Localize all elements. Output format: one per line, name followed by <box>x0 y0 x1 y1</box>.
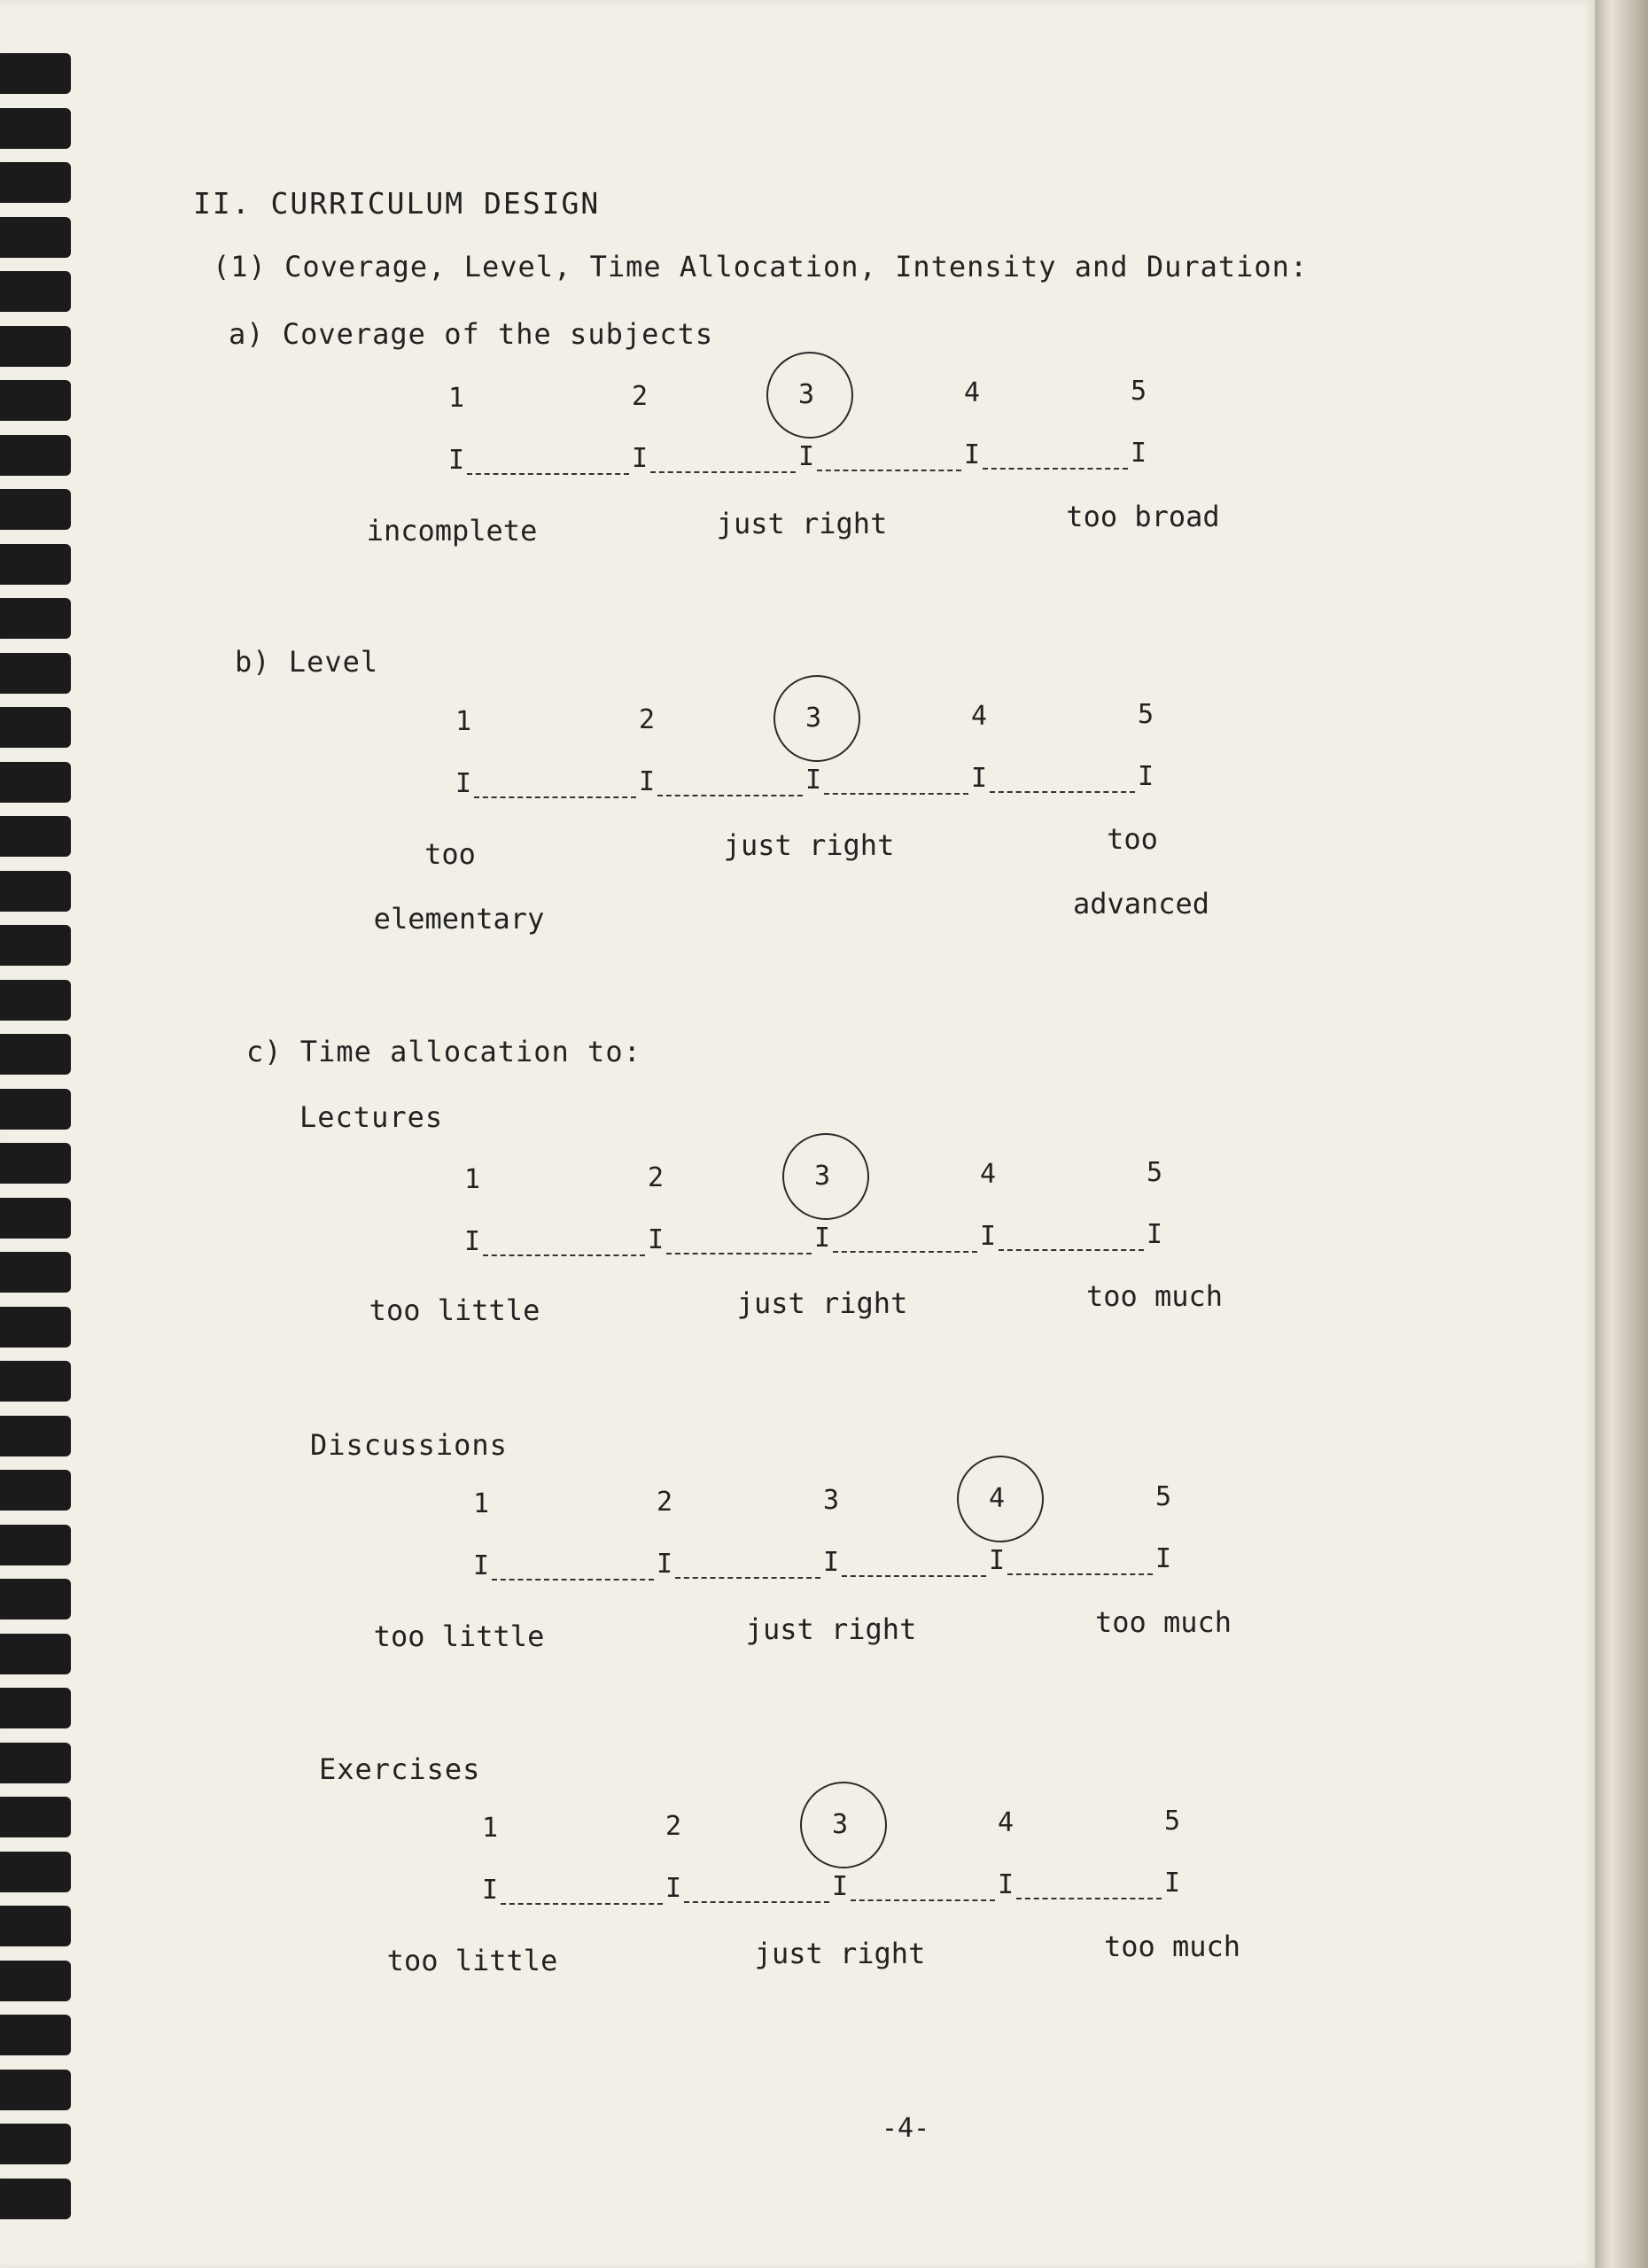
binding-ring <box>0 925 71 966</box>
scale-connector <box>851 1899 995 1901</box>
binding-ring <box>0 1361 71 1402</box>
scale-number-4: 4 <box>970 701 988 732</box>
scale-number-1: 1 <box>481 1813 499 1844</box>
scale-connector <box>824 793 968 795</box>
anchor-mid: just right <box>723 828 895 862</box>
scale-connector <box>675 1577 820 1579</box>
binding-ring <box>0 435 71 476</box>
scale-number-5: 5 <box>1130 376 1147 407</box>
anchor-high: too much <box>1094 1605 1232 1639</box>
selected-rating-circle <box>773 675 860 762</box>
anchor-mid: just right <box>745 1612 917 1646</box>
binding-ring <box>0 1579 71 1619</box>
scale-number-2: 2 <box>638 704 656 735</box>
binding-ring <box>0 217 71 258</box>
scale-tick-3: I <box>797 441 815 472</box>
scale-connector <box>999 1249 1144 1251</box>
scale-tick-5: I <box>1130 438 1147 469</box>
scale-number-5: 5 <box>1154 1481 1172 1512</box>
scale-tick-2: I <box>665 1873 682 1904</box>
item-b-label: b) Level <box>235 645 379 679</box>
scale-number-5: 5 <box>1163 1806 1181 1837</box>
scale-number-3: 3 <box>813 1161 831 1192</box>
scale-tick-4: I <box>997 1869 1014 1900</box>
scale-number-2: 2 <box>631 381 649 412</box>
scale-connector <box>1016 1898 1162 1899</box>
scale-connector <box>483 1254 645 1256</box>
binding-ring <box>0 53 71 94</box>
anchor-mid: just right <box>754 1937 926 1970</box>
page-number: -4- <box>882 2113 930 2144</box>
binding-ring <box>0 1634 71 1674</box>
scale-connector <box>983 468 1128 470</box>
scale-connector <box>842 1575 986 1577</box>
selected-rating-circle <box>782 1133 869 1220</box>
binding-ring <box>0 598 71 639</box>
anchor-high-line1: too <box>1107 822 1158 856</box>
binding-ring <box>0 544 71 585</box>
scale-connector <box>474 796 636 798</box>
binding-ring <box>0 1906 71 1946</box>
scale-number-4: 4 <box>979 1159 997 1190</box>
anchor-low: too little <box>373 1619 545 1653</box>
page-stack-edge <box>1595 0 1648 2268</box>
scale-tick-1: I <box>472 1550 490 1581</box>
anchor-mid: just right <box>716 507 888 540</box>
scale-number-4: 4 <box>988 1483 1006 1514</box>
scale-tick-3: I <box>831 1871 849 1902</box>
scale-tick-2: I <box>647 1224 665 1255</box>
scale-number-3: 3 <box>797 379 815 410</box>
binding-ring <box>0 1034 71 1075</box>
binding-ring <box>0 1198 71 1239</box>
scale-connector <box>657 795 803 796</box>
scale-number-1: 1 <box>463 1164 481 1195</box>
binding-ring <box>0 762 71 803</box>
binding-ring <box>0 871 71 912</box>
scale-tick-5: I <box>1163 1868 1181 1899</box>
scale-number-1: 1 <box>447 383 465 414</box>
scale-tick-5: I <box>1137 761 1154 792</box>
item-c-label: c) Time allocation to: <box>246 1035 641 1068</box>
binding-ring <box>0 1961 71 2001</box>
lectures-label: Lectures <box>299 1100 444 1134</box>
binding-ring <box>0 108 71 149</box>
scale-tick-5: I <box>1146 1219 1163 1250</box>
anchor-mid: just right <box>736 1286 908 1320</box>
scale-number-3: 3 <box>805 703 822 734</box>
exercises-label: Exercises <box>319 1752 481 1786</box>
scale-number-2: 2 <box>647 1162 665 1193</box>
scale-tick-1: I <box>463 1226 481 1257</box>
scale-tick-1: I <box>447 445 465 476</box>
section-title: II. CURRICULUM DESIGN <box>193 186 601 221</box>
scale-connector <box>817 470 961 471</box>
binding-ring <box>0 380 71 421</box>
anchor-high: too much <box>1085 1279 1224 1313</box>
binding-ring <box>0 1743 71 1783</box>
scale-tick-3: I <box>813 1223 831 1254</box>
anchor-high: too broad <box>1066 500 1220 533</box>
scale-connector <box>1007 1573 1153 1575</box>
scale-tick-5: I <box>1154 1543 1172 1574</box>
binding-ring <box>0 1688 71 1728</box>
anchor-high-line2: advanced <box>1072 887 1210 920</box>
binding-ring <box>0 653 71 694</box>
binding-ring <box>0 980 71 1021</box>
selected-rating-circle <box>800 1782 887 1868</box>
scale-connector <box>650 471 796 473</box>
anchor-low: too little <box>369 1293 540 1327</box>
scale-number-2: 2 <box>665 1811 682 1842</box>
binding-ring <box>0 326 71 367</box>
binding-ring <box>0 707 71 748</box>
scale-tick-2: I <box>631 443 649 474</box>
binding-ring <box>0 2179 71 2219</box>
anchor-low: incomplete <box>366 514 538 548</box>
subsection-title: (1) Coverage, Level, Time Allocation, Intensity and Duration: <box>213 250 1309 284</box>
binding-ring <box>0 1416 71 1456</box>
scale-number-1: 1 <box>472 1488 490 1519</box>
binding-ring <box>0 1797 71 1837</box>
scale-number-1: 1 <box>455 706 472 737</box>
scale-tick-3: I <box>822 1547 840 1578</box>
scale-number-3: 3 <box>831 1809 849 1840</box>
binding-ring <box>0 1143 71 1184</box>
scale-tick-1: I <box>455 768 472 799</box>
scale-number-3: 3 <box>822 1485 840 1516</box>
binding-ring <box>0 1852 71 1892</box>
binding-ring <box>0 162 71 203</box>
scale-tick-3: I <box>805 765 822 796</box>
scale-connector <box>501 1903 663 1905</box>
scale-tick-4: I <box>970 763 988 794</box>
scale-connector <box>467 473 629 475</box>
scale-tick-2: I <box>638 766 656 797</box>
anchor-low-line1: too <box>424 837 476 871</box>
binding-ring <box>0 1252 71 1293</box>
scale-tick-1: I <box>481 1875 499 1906</box>
scale-number-2: 2 <box>656 1487 673 1518</box>
selected-rating-circle <box>766 352 853 439</box>
anchor-low-line2: elementary <box>373 902 545 936</box>
scale-number-4: 4 <box>997 1807 1014 1838</box>
binding-ring <box>0 2124 71 2164</box>
binding-ring <box>0 2070 71 2110</box>
anchor-low: too little <box>386 1944 558 1977</box>
discussions-label: Discussions <box>310 1428 508 1462</box>
item-a-label: a) Coverage of the subjects <box>229 317 714 351</box>
binding-ring <box>0 1525 71 1565</box>
scale-tick-4: I <box>963 439 981 470</box>
selected-rating-circle <box>957 1456 1044 1542</box>
scale-connector <box>833 1251 977 1253</box>
binding-ring <box>0 1089 71 1130</box>
binding-ring <box>0 489 71 530</box>
scale-number-5: 5 <box>1137 699 1154 730</box>
anchor-high: too much <box>1103 1930 1241 1963</box>
scale-tick-4: I <box>988 1545 1006 1576</box>
scale-connector <box>666 1253 812 1254</box>
binding-ring <box>0 271 71 312</box>
binding-ring <box>0 816 71 857</box>
scale-number-5: 5 <box>1146 1157 1163 1188</box>
scale-connector <box>990 791 1135 793</box>
binding-ring <box>0 1470 71 1511</box>
binding-ring <box>0 2015 71 2055</box>
scale-connector <box>492 1579 654 1581</box>
scale-tick-4: I <box>979 1221 997 1252</box>
scale-number-4: 4 <box>963 377 981 408</box>
scale-connector <box>684 1901 829 1903</box>
spiral-binding <box>0 53 80 2233</box>
binding-ring <box>0 1307 71 1348</box>
scale-tick-2: I <box>656 1549 673 1580</box>
